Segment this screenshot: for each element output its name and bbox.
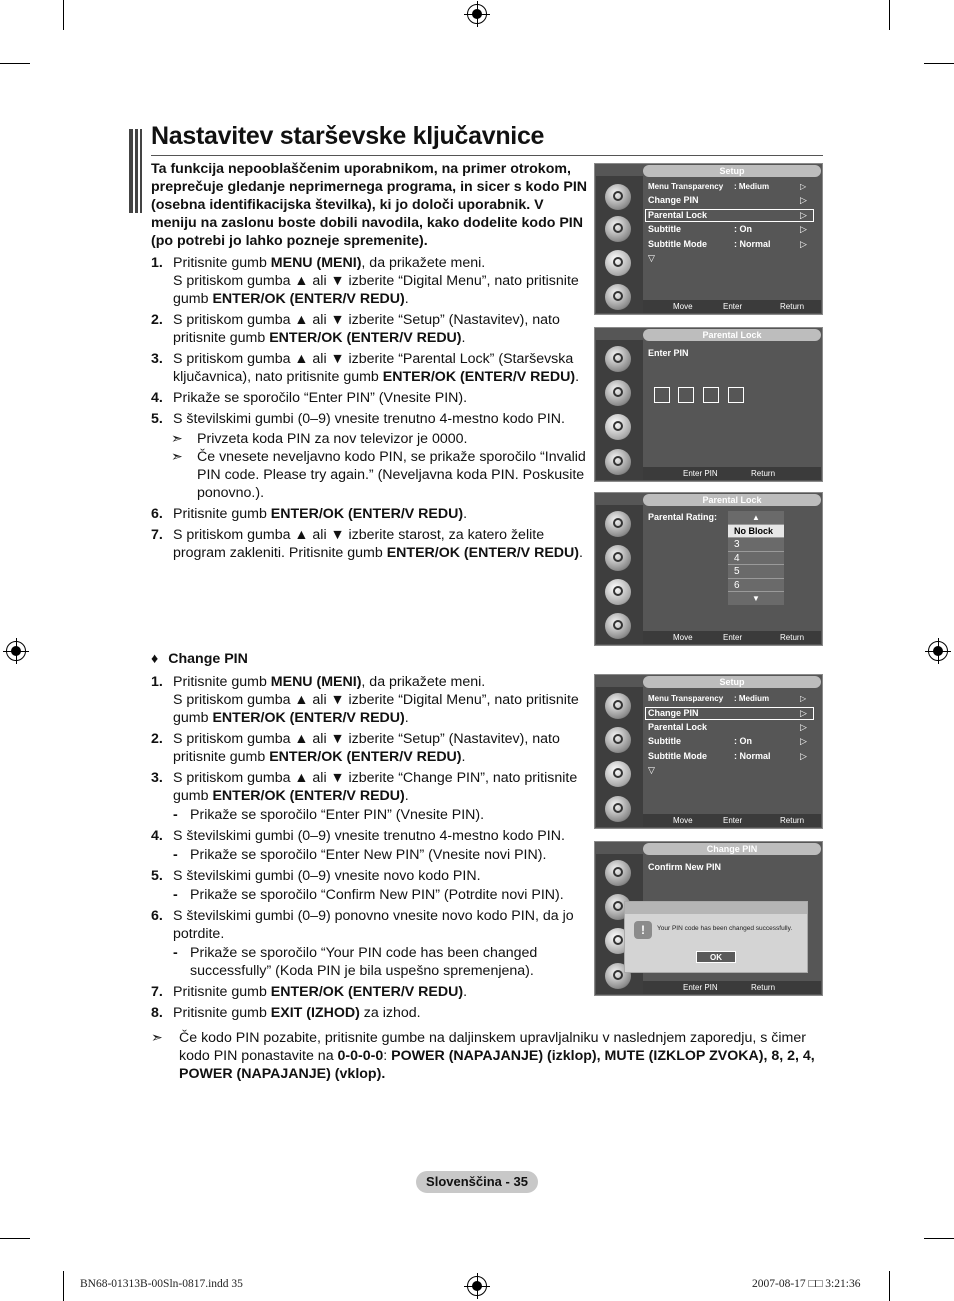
sound-icon — [605, 727, 631, 753]
step-1: 1. Pritisnite gumb MENU (MENI), da prikažete meni. S pritiskom gumba ▲ ali ▼ izberite “Digital Menu”, nato pritisnite gumb ENTER/OK (ENTER/V REDU). — [151, 255, 579, 307]
osd-footer: Move Enter Return — [643, 814, 821, 827]
arrow-icon: ➣ — [151, 1030, 163, 1046]
input-icon — [605, 284, 631, 310]
pin-digit-box — [678, 387, 694, 403]
rating-option: 6 — [728, 579, 784, 593]
osd-footer: Enter PIN Return — [643, 467, 821, 480]
osd-title: Setup — [719, 677, 745, 687]
registration-mark-bottom — [467, 1276, 487, 1296]
osd-enter-pin-label: Enter PIN — [648, 348, 689, 358]
step-5: 5. S številskimi gumbi (0–9) vnesite trenutno 4-mestno kodo PIN. — [151, 411, 565, 427]
osd-title: Parental Lock — [702, 495, 762, 505]
input-icon — [605, 449, 631, 475]
osd-footer: Move Enter Return — [643, 631, 821, 644]
arrow-icon: ➣ — [171, 431, 183, 447]
rating-option: 4 — [728, 552, 784, 566]
setup-icon — [605, 250, 631, 276]
input-icon — [605, 796, 631, 822]
rating-dropdown — [728, 511, 784, 605]
dialog-message: Your PIN code has been changed successfully. — [657, 925, 793, 932]
rating-option: 3 — [728, 538, 784, 552]
osd-item-menu-transparency: Menu Transparency : Medium ▷ — [648, 182, 807, 191]
note-forgot-pin: ➣ Če kodo PIN pozabite, pritisnite gumbe na daljinskem upravljalniku v naslednjem zaporedju, s čimer kodo PIN ponastavite na 0-0-0-0: POWER (NAPAJANJE) (izklop), MUTE (IZKLOP ZVOKA), 8, 2, 4, POWER (NAPAJANJE) (vklop). — [151, 1030, 815, 1082]
input-icon — [605, 613, 631, 639]
osd-item-subtitle: Subtitle : On ▷ — [648, 736, 807, 746]
osd-footer: Move Enter Return — [643, 300, 821, 313]
step-1: 1. Pritisnite gumb MENU (MENI), da prikažete meni. S pritiskom gumba ▲ ali ▼ izberite “Digital Menu”, nato pritisnite gumb ENTER/OK (ENTER/V REDU). — [151, 674, 579, 726]
ok-button[interactable]: OK — [696, 951, 736, 963]
arrow-icon: ➣ — [171, 449, 183, 465]
step-4: 4. Prikaže se sporočilo “Enter PIN” (Vnesite PIN). — [151, 390, 468, 406]
osd-more-icon: ▽ — [648, 253, 655, 263]
osd-item-menu-transparency: Menu Transparency : Medium ▷ — [648, 694, 807, 703]
osd-parental-rating-label: Parental Rating: — [648, 512, 718, 522]
step-5: 5. S številskimi gumbi (0–9) vnesite novo kodo PIN. - Prikaže se sporočilo “Confirm New PIN” (Potrdite novi PIN). — [151, 868, 564, 903]
osd-item-parental-lock: Parental Lock ▷ — [648, 722, 807, 732]
scroll-down-icon: ▼ — [752, 594, 760, 603]
registration-mark-left — [6, 641, 26, 661]
rating-option: No Block — [728, 525, 784, 539]
picture-icon — [605, 184, 631, 210]
pin-digit-box — [728, 387, 744, 403]
sound-icon — [605, 380, 631, 406]
warning-icon: ! — [634, 921, 652, 939]
osd-change-pin-confirm — [594, 841, 823, 996]
osd-title: Setup — [719, 166, 745, 176]
page-number-label: Slovenščina - 35 — [416, 1171, 538, 1193]
step-2: 2. S pritiskom gumba ▲ ali ▼ izberite “Setup” (Nastavitev), nato pritisnite gumb ENTER/OK (ENTER/V REDU). — [151, 731, 560, 765]
sound-icon — [605, 545, 631, 571]
osd-footer: Enter PIN Return — [643, 981, 821, 994]
registration-mark-right — [928, 641, 948, 661]
steps-change-pin — [151, 673, 591, 1025]
osd-more-icon: ▽ — [648, 765, 655, 775]
note-default-pin: ➣ Privzeta koda PIN za nov televizor je 0000. — [171, 431, 468, 447]
slug-filename: BN68-01313B-00Sln-0817.indd 35 — [80, 1278, 243, 1290]
sound-icon — [605, 216, 631, 242]
step-7: 7. Pritisnite gumb ENTER/OK (ENTER/V REDU). — [151, 984, 468, 1000]
step-8: 8. Pritisnite gumb EXIT (IZHOD) za izhod. — [151, 1005, 421, 1021]
note-invalid-pin: ➣ Če vnesete neveljavno kodo PIN, se prikaže sporočilo “Invalid PIN code. Please try again.” (Neveljavna koda PIN. Poskusite ponovno.). — [171, 449, 586, 501]
section-heading-change-pin: ♦ Change PIN — [151, 651, 248, 667]
osd-item-subtitle-mode: Subtitle Mode : Normal ▷ — [648, 239, 807, 249]
osd-parental-lock-enter-pin — [594, 327, 823, 482]
osd-parental-rating — [594, 492, 823, 646]
osd-item-subtitle-mode: Subtitle Mode : Normal ▷ — [648, 751, 807, 761]
osd-title: Parental Lock — [702, 330, 762, 340]
osd-item-parental-lock: Parental Lock ▷ — [648, 210, 807, 220]
picture-icon — [605, 346, 631, 372]
picture-icon — [605, 693, 631, 719]
osd-confirm-new-pin-label: Confirm New PIN — [648, 862, 722, 872]
osd-item-change-pin: Change PIN ▷ — [648, 195, 807, 205]
picture-icon — [605, 511, 631, 537]
step-3: 3. S pritiskom gumba ▲ ali ▼ izberite “Change PIN”, nato pritisnite gumb ENTER/OK (ENTER/V REDU). - Prikaže se sporočilo “Enter PIN” (Vnesite PIN). — [151, 770, 578, 823]
rating-option: 5 — [728, 565, 784, 579]
step-6: 6. Pritisnite gumb ENTER/OK (ENTER/V REDU). — [151, 506, 468, 522]
picture-icon — [605, 860, 631, 886]
page-title: Nastavitev starševske ključavnice — [151, 122, 545, 150]
success-dialog — [624, 901, 808, 973]
osd-item-subtitle: Subtitle : On ▷ — [648, 224, 807, 234]
osd-item-change-pin: Change PIN ▷ — [648, 708, 807, 718]
osd-setup-parental-lock — [594, 163, 823, 315]
slug-timestamp: 2007-08-17 □□ 3:21:36 — [752, 1278, 861, 1290]
step-4: 4. S številskimi gumbi (0–9) vnesite trenutno 4-mestno kodo PIN. - Prikaže se sporočilo “Enter New PIN” (Vnesite novi PIN). — [151, 828, 565, 863]
step-3: 3. S pritiskom gumba ▲ ali ▼ izberite “Parental Lock” (Starševska ključavnica), nato pritisnite gumb ENTER/OK (ENTER/V REDU). — [151, 351, 580, 385]
step-6: 6. S številskimi gumbi (0–9) ponovno vnesite novo kodo PIN, da jo potrdite. - Prikaže se sporočilo “Your PIN code has been changed successfully” (Koda PIN je bila uspešno spremenjena). — [151, 908, 574, 979]
osd-title: Change PIN — [706, 844, 758, 854]
step-2: 2. S pritiskom gumba ▲ ali ▼ izberite “Setup” (Nastavitev), nato pritisnite gumb ENTER/OK (ENTER/V REDU). — [151, 312, 560, 346]
scroll-up-icon: ▲ — [728, 511, 784, 525]
step-7: 7. S pritiskom gumba ▲ ali ▼ izberite starost, za katero želite program zakleniti. Pritisnite gumb ENTER/OK (ENTER/V REDU). — [151, 527, 583, 561]
intro-paragraph: Ta funkcija nepooblaščenim uporabnikom, na primer otrokom, preprečuje gledanje neprimernega programa, in sicer s kodo PIN (osebna identifikacijska številka), ki jo določi uporabnik. V meniju na zaslonu boste dobili navodila, kako dodelite kodo PIN (po potrebi jo lahko pozneje spremenite). — [151, 161, 588, 249]
title-accent-bar — [129, 129, 143, 213]
steps-parental-lock — [151, 254, 591, 565]
setup-icon — [605, 761, 631, 787]
setup-icon — [605, 579, 631, 605]
registration-mark-top — [467, 4, 487, 24]
pin-digit-box — [654, 387, 670, 403]
diamond-bullet-icon: ♦ — [151, 651, 159, 667]
pin-digit-box — [703, 387, 719, 403]
osd-setup-change-pin — [594, 674, 823, 829]
setup-icon — [605, 414, 631, 440]
title-rule — [151, 155, 823, 156]
